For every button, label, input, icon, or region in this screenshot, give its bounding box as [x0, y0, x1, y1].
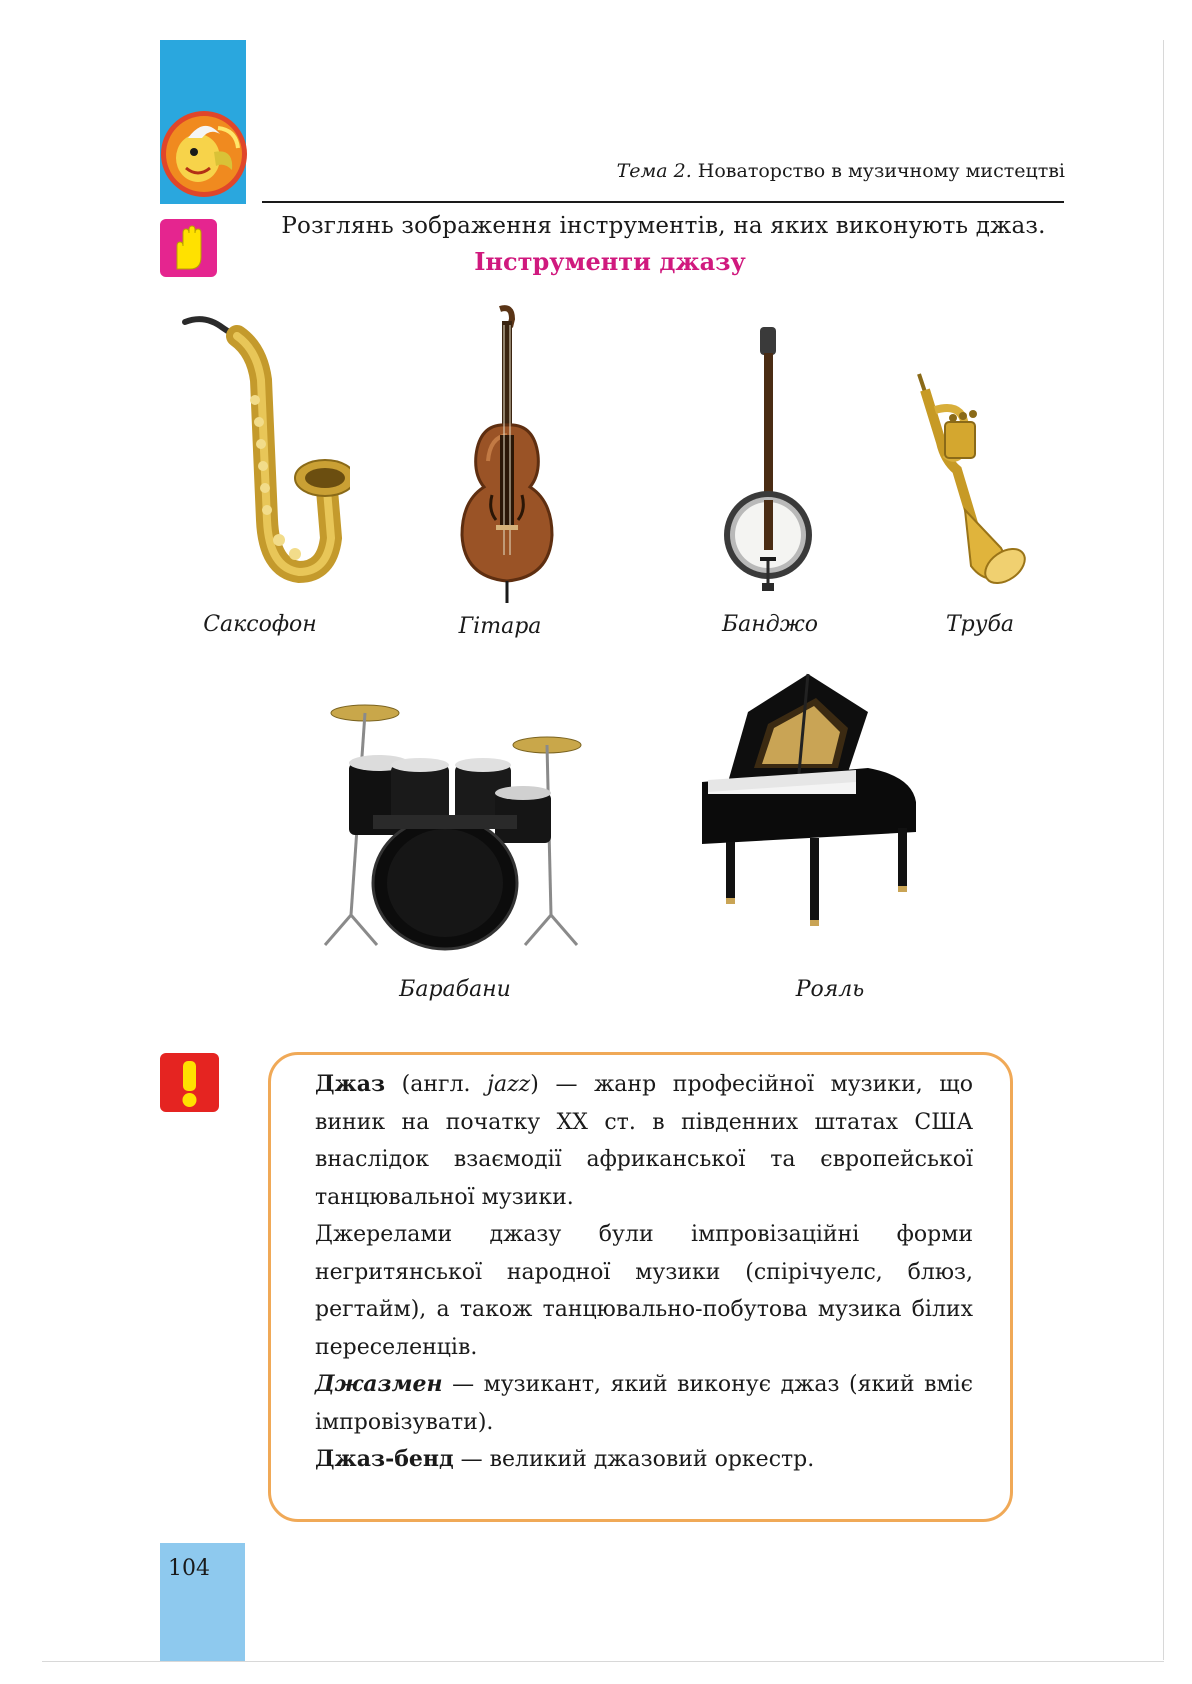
- drum-kit-image: [315, 695, 595, 955]
- jazz-lang-word: jazz: [487, 1072, 531, 1097]
- caption-trumpet: Труба: [945, 612, 1015, 637]
- caption-banjo: Банджо: [722, 612, 818, 637]
- jazz-sources: Джерелами джазу були імпровізаційні форми негритянської народної музики (спірічуелс, блюз, регтайм), а також танцювально-побутова музика білих переселенців.: [315, 1222, 973, 1360]
- caption-double-bass: Гітара: [458, 614, 542, 639]
- saxophone-image: [175, 310, 350, 600]
- jazz-term: Джаз: [315, 1071, 386, 1097]
- jazz-definition: [315, 1066, 973, 1216]
- intro-text: Розглянь зображення інструментів, на яких виконують джаз.: [281, 213, 1046, 239]
- jazz-band-definition: [315, 1441, 973, 1479]
- trumpet-image: [905, 370, 1030, 585]
- caption-drums: Барабани: [399, 977, 511, 1002]
- jazzman-term: Джазмен: [315, 1371, 443, 1397]
- jazz-definition-text: ) — жанр професійної музики, що виник на початку XX ст. в південних штатах США внаслідок взаємодії африканської та європейської танцювальної музики.: [315, 1072, 974, 1210]
- jazz-band-definition-text: — великий джазовий оркестр.: [453, 1447, 815, 1472]
- jazzman-definition-text: — музикант, який виконує джаз (який вміє імпровізувати).: [315, 1372, 973, 1435]
- topic-title: Новаторство в музичному мистецтві: [697, 160, 1065, 182]
- double-bass-image: [440, 305, 575, 605]
- exclamation-icon: [160, 1053, 219, 1112]
- topic-label: Тема 2.: [616, 160, 692, 182]
- page-edge-right: [1163, 40, 1164, 1660]
- page-number: 104: [168, 1556, 210, 1581]
- page-edge-bottom: [42, 1661, 1164, 1662]
- caption-saxophone: Саксофон: [203, 612, 317, 637]
- jazz-lang-open: (англ.: [385, 1072, 488, 1097]
- header-rule: [262, 201, 1064, 203]
- page-header: [262, 160, 1065, 182]
- grand-piano-image: [698, 672, 928, 942]
- definition-text: [315, 1066, 973, 1479]
- caption-grand-piano: Рояль: [795, 977, 865, 1002]
- section-title: Інструменти джазу: [474, 247, 746, 276]
- raised-hand-icon: [160, 219, 217, 277]
- banjo-image: [720, 325, 820, 595]
- jazzman-definition: [315, 1366, 973, 1441]
- mascot-logo-icon: [158, 108, 250, 200]
- jazz-band-term: Джаз-бенд: [315, 1446, 454, 1472]
